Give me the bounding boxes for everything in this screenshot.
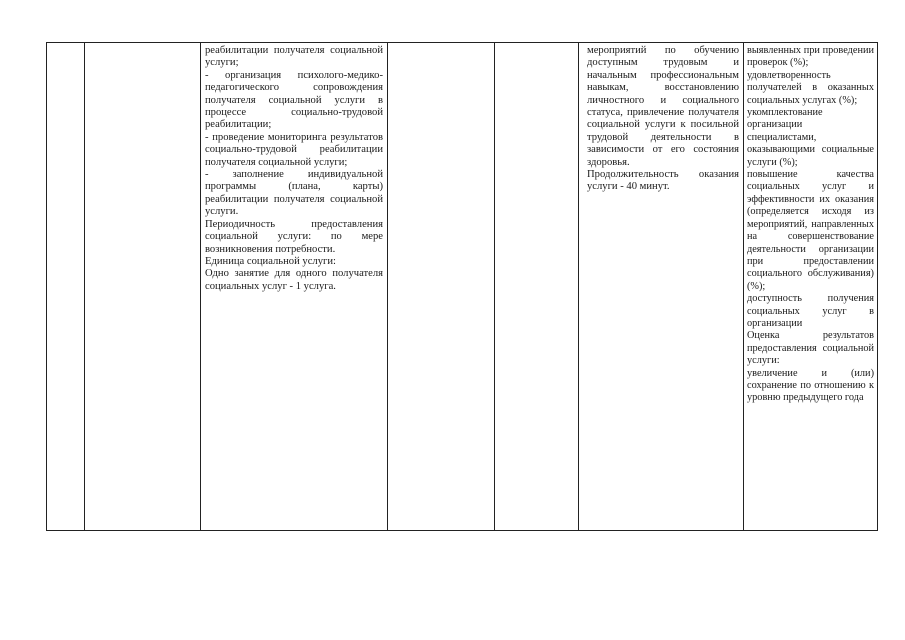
services-table <box>46 42 878 531</box>
cell-service-name <box>85 43 201 531</box>
description-line: - проведение мониторинга результатов социально-трудовой реабилитации получателя социальной услуги; <box>205 131 383 168</box>
cell-service-description <box>201 43 388 531</box>
indicator-line: укомплектование организации специалистами, оказывающими социальные услуги (%); <box>747 107 874 168</box>
description-line: - организация психолого-медико-педагогического сопровождения получателя социальной услуги в процессе социально-трудовой реабилитации; <box>205 69 383 131</box>
duration-text: Продолжительность оказания услуги - 40 минут. <box>587 169 739 193</box>
description-line: - заполнение индивидуальной программы (плана, карты) реабилитации получателя социальной услуги. <box>205 169 383 218</box>
indicator-line: доступность получения социальных услуг в организации <box>747 293 874 329</box>
indicator-line: повышение качества социальных услуг и эффективности их оказания (определяется исходя из мероприятий, направленных на совершенствование деятельности организации при предоставлении социального обслуживания) (%); <box>747 169 874 292</box>
indicator-line: выявленных при проведении проверок (%); <box>747 45 874 69</box>
unit-heading: Единица социальной услуги: <box>205 255 336 267</box>
evaluation-heading: Оценка результатов предоставления социальной услуги: <box>747 330 874 367</box>
cell-tariff <box>495 43 579 531</box>
description-line: реабилитации получателя социальной услуги; <box>205 45 383 69</box>
conditions-text: мероприятий по обучению доступным трудовым и начальным профессиональным навыкам, восстановлению личностного и социального статуса, привлечение получателя социальной услуги к посильной трудовой деятельности в зависимости от его состояния здоровья. <box>587 45 739 168</box>
periodicity-text: Периодичность предоставления социальной услуги: по мере возникновения потребности. <box>205 218 383 255</box>
indicator-line: удовлетворенность получателей в оказанных социальных услугах (%); <box>747 69 874 106</box>
table-row <box>47 43 878 531</box>
unit-text: Одно занятие для одного получателя социальных услуг - 1 услуга. <box>205 268 383 292</box>
evaluation-text: увеличение и (или) сохранение по отношению к уровню предыдущего года <box>747 367 874 404</box>
cell-norm <box>388 43 495 531</box>
cell-number <box>47 43 85 531</box>
cell-indicators <box>744 43 878 531</box>
cell-conditions <box>579 43 744 531</box>
